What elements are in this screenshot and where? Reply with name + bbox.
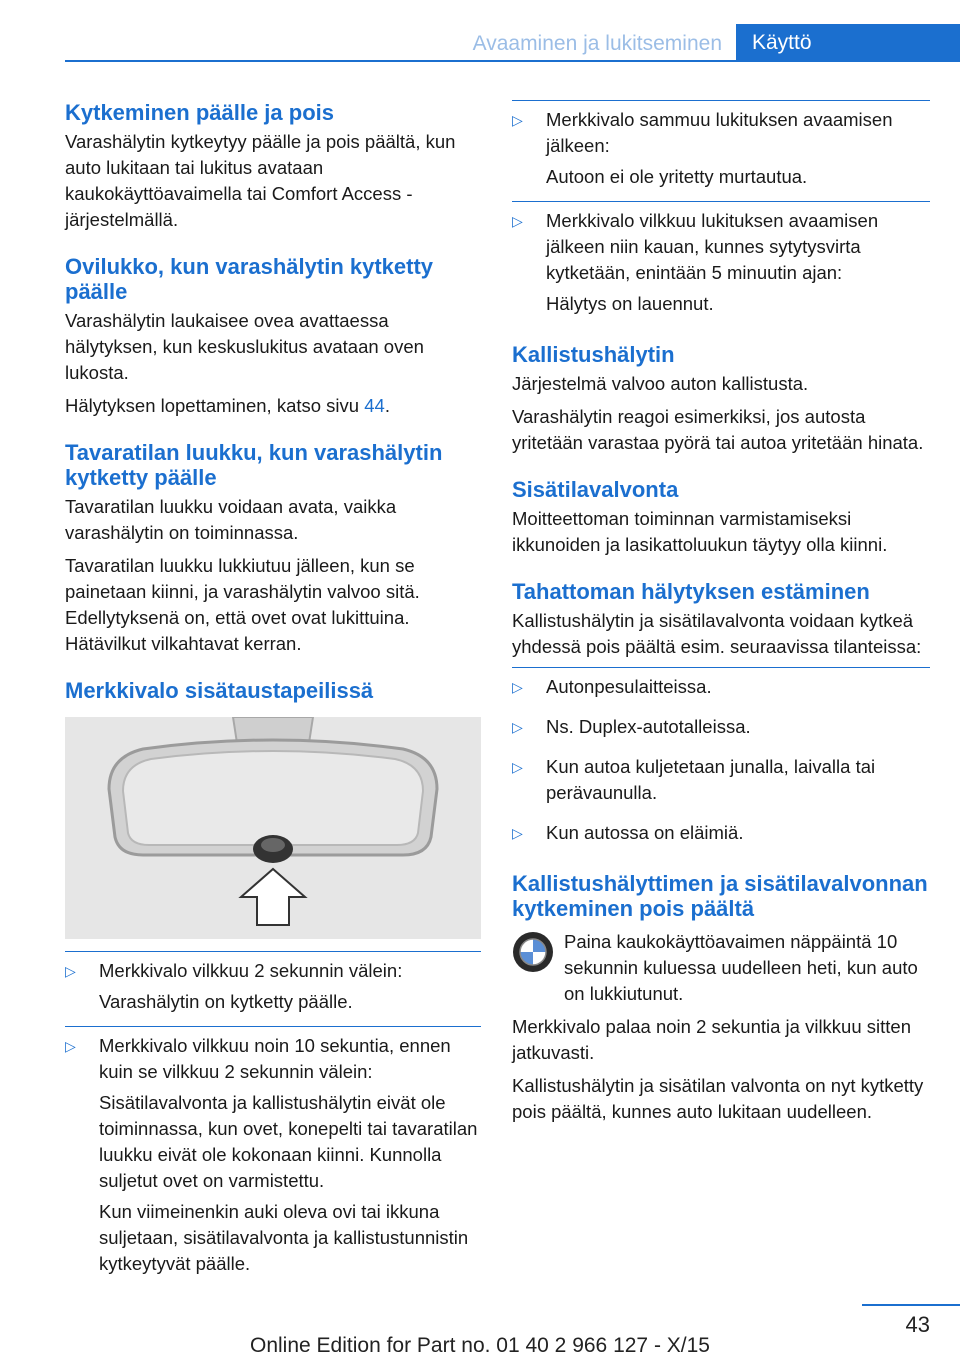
list-item: ▷ Kun autoa kuljetetaan junalla, laivalla tai perävaunulla. — [512, 751, 930, 811]
heading-tahattoman-halytyksen: Tahattoman hälytyksen estäminen — [512, 579, 870, 604]
paragraph: Järjestelmä valvoo auton kallistusta. — [512, 373, 809, 394]
right-column — [512, 100, 930, 1132]
edition-note: Online Edition for Part no. 01 40 2 966 127 - X/15 — [250, 1334, 710, 1357]
triangle-bullet-icon: ▷ — [512, 679, 523, 695]
list-item: ▷ Autonpesulaitteissa. — [512, 667, 930, 705]
heading-kallistushalytin: Kallistushälytin — [512, 342, 675, 367]
running-header-section: Avaaminen ja lukitseminen — [472, 32, 722, 55]
heading-sisatilavalvonta: Sisätilavalvonta — [512, 477, 679, 502]
paragraph: Varashälytin kytkeytyy päälle ja pois päältä, kun auto lukitaan tai lukitus avataan kaukokäyttöavaimella tai Comfort Access -järjestelmällä. — [65, 131, 456, 230]
triangle-bullet-icon: ▷ — [512, 759, 523, 775]
list-item: ▷ Merkkivalo sammuu lukituksen avaamisen jälkeen: Autoon ei ole yritetty murtautua. — [512, 100, 930, 195]
paragraph: Kallistushälytin ja sisätilan valvonta on nyt kytketty pois päältä, kunnes auto lukitaan uudelleen. — [512, 1075, 924, 1122]
page-number: 43 — [905, 1312, 930, 1337]
heading-merkkivalo: Merkkivalo sisätaustapeilissä — [65, 678, 374, 703]
paragraph: Varashälytin laukaisee ovea avattaessa hälytyksen, kun keskuslukitus avataan oven lukosta. — [65, 310, 424, 383]
paragraph: Paina kaukokäyttöavaimen näppäintä 10 sekunnin kuluessa uudelleen heti, kun auto on lukkiutunut. — [564, 931, 918, 1004]
header-rule — [65, 60, 960, 62]
indicator-bullet-list — [65, 951, 481, 1282]
heading-kallistushalyttimen-pois: Kallistushälyttimen ja sisätilavalvonnan kytkeminen pois päältä — [512, 871, 928, 921]
paragraph: Moitteettoman toiminnan varmistamiseksi ikkunoiden ja lasikattoluukun täytyy olla kiinni. — [512, 508, 888, 555]
paragraph: Merkkivalo palaa noin 2 sekuntia ja vilkkuu sitten jatkuvasti. — [512, 1016, 911, 1063]
running-header-chapter: Käyttö — [736, 24, 960, 62]
situation-list — [512, 667, 930, 851]
triangle-bullet-icon: ▷ — [512, 825, 523, 841]
list-item: ▷ Kun autossa on eläimiä. — [512, 817, 930, 851]
mirror-indicator-icon — [65, 717, 481, 939]
triangle-bullet-icon: ▷ — [512, 213, 523, 229]
paragraph: Kallistushälytin ja sisätilavalvonta voidaan kytkeä yhdessä pois päältä esim. seuraavissa tilanteissa: — [512, 610, 922, 657]
triangle-bullet-icon: ▷ — [512, 112, 523, 128]
bmw-key-icon — [512, 931, 554, 973]
paragraph: Varashälytin reagoi esimerkiksi, jos autosta yritetään varastaa pyörä tai autoa yritetään hinata. — [512, 406, 924, 453]
triangle-bullet-icon: ▷ — [512, 719, 523, 735]
footer-rule — [862, 1304, 960, 1306]
triangle-bullet-icon: ▷ — [65, 1038, 76, 1054]
heading-kytkeminen: Kytkeminen päälle ja pois — [65, 100, 334, 125]
list-item: ▷ Ns. Duplex-autotalleissa. — [512, 711, 930, 745]
rearview-mirror-illustration — [65, 717, 481, 939]
paragraph: Tavaratilan luukku voidaan avata, vaikka varashälytin on toiminnassa. — [65, 496, 397, 543]
bmw-key-instruction — [512, 925, 930, 1014]
triangle-bullet-icon: ▷ — [65, 963, 76, 979]
list-item: ▷ Merkkivalo vilkkuu lukituksen avaamisen jälkeen niin kauan, kunnes sytytysvirta kytketään, enintään 5 minuutin ajan: Hälytys on lauennut. — [512, 201, 930, 322]
indicator-bullet-list-cont — [512, 100, 930, 322]
left-column — [65, 100, 481, 1288]
heading-ovilukko: Ovilukko, kun varashälytin kytketty päälle — [65, 254, 434, 304]
list-item: ▷ Merkkivalo vilkkuu 2 sekunnin välein: Varashälytin on kytketty päälle. — [65, 951, 481, 1020]
paragraph: Tavaratilan luukku lukkiutuu jälleen, kun se painetaan kiinni, ja varashälytin valvoo sitä. Edellytyksenä on, että ovet ovat lukittuina. Hätävilkut vilkahtavat kerran. — [65, 555, 420, 654]
page-reference-link[interactable]: 44 — [364, 395, 385, 416]
heading-tavaratilan-luukku: Tavaratilan luukku, kun varashälytin kytketty päälle — [65, 440, 443, 490]
list-item: ▷ Merkkivalo vilkkuu noin 10 sekuntia, ennen kuin se vilkkuu 2 sekunnin välein: Sisätilavalvonta ja kallistushälytin eivät ole toiminnassa, kun ovet, konepelti tai tavaratilan luukku eivät ole kokonaan kiinni. Kunnolla suljetut ovet on varmistettu. Kun viimeinenkin auki oleva ovi tai ikkuna suljetaan, sisätilavalvonta ja kallistustunnistin kytkeytyvät päälle. — [65, 1026, 481, 1282]
paragraph-with-link: Hälytyksen lopettaminen, katso sivu 44. — [65, 395, 390, 416]
